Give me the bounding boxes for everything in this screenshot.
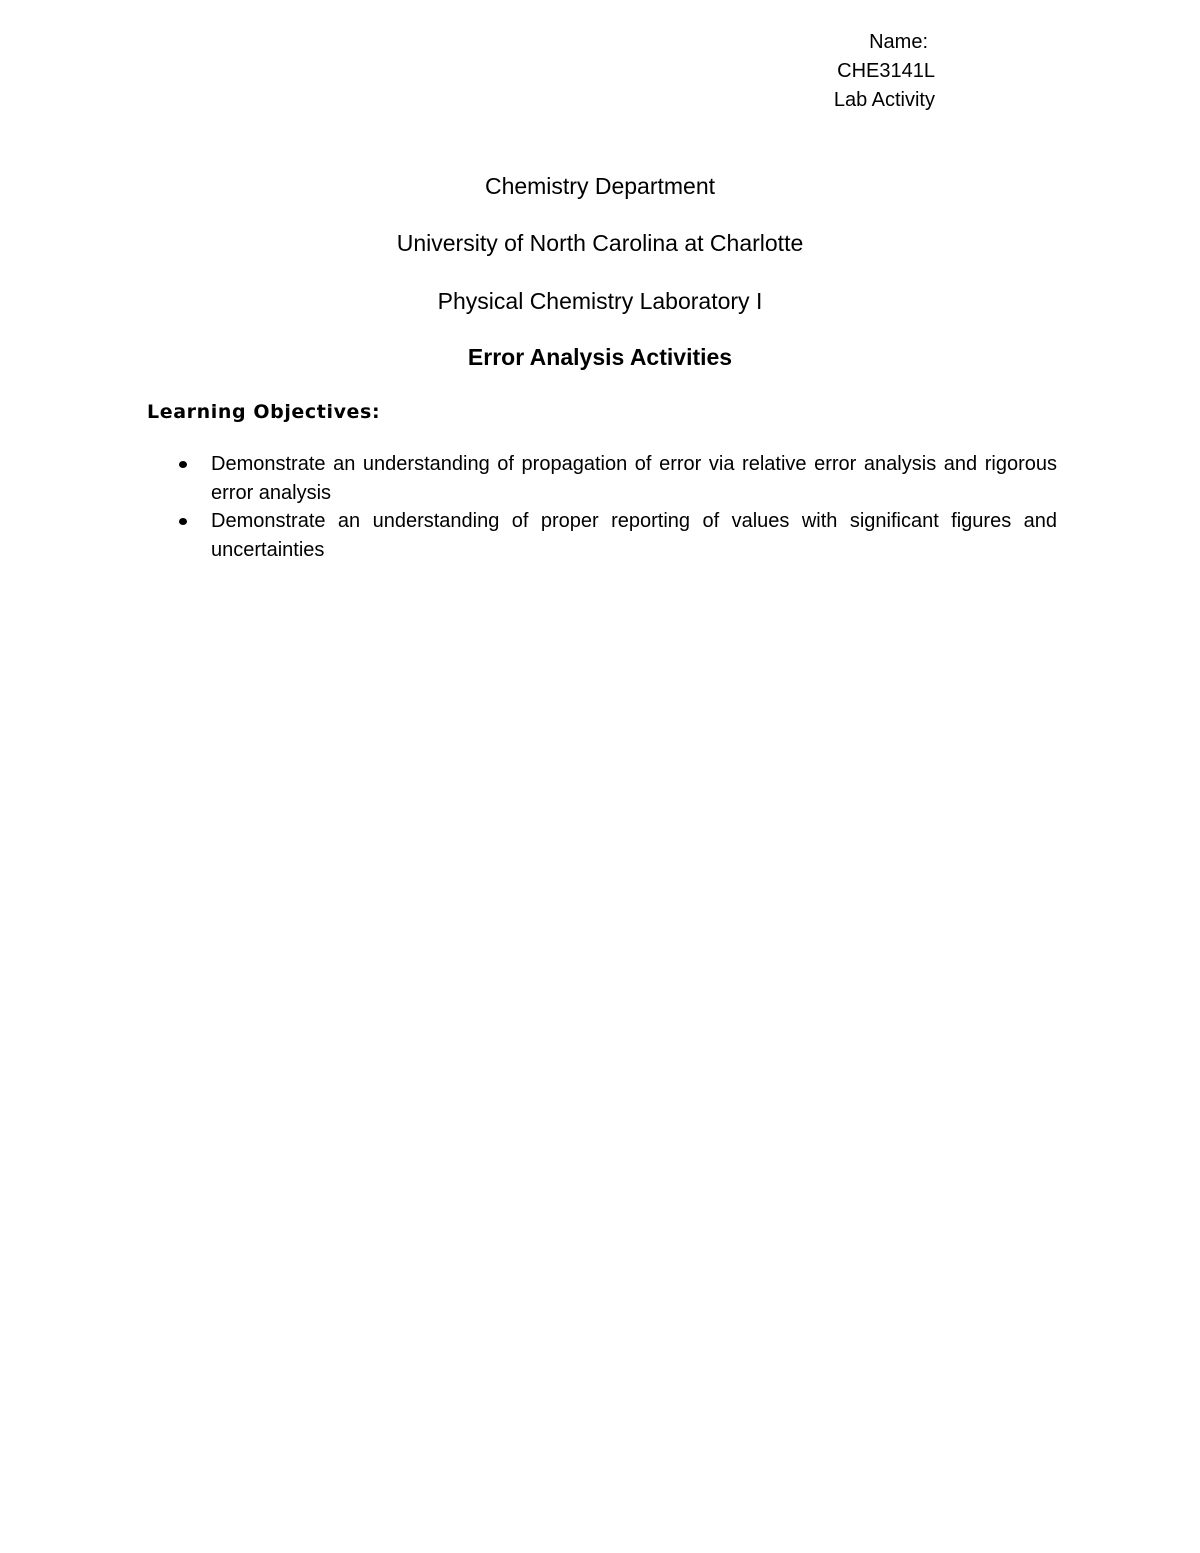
learning-objectives-heading: Learning Objectives: bbox=[147, 401, 381, 423]
bullet-icon bbox=[179, 518, 187, 525]
course-title: Physical Chemistry Laboratory I bbox=[437, 288, 763, 314]
course-code: CHE3141L bbox=[837, 60, 935, 82]
objective-text: Demonstrate an understanding of proper reporting of values with significant figures and uncertainties bbox=[211, 510, 1057, 561]
list-item bbox=[176, 450, 1057, 507]
learning-objectives-list bbox=[176, 450, 1057, 564]
header-block bbox=[735, 28, 935, 115]
activity-title: Error Analysis Activities bbox=[467, 344, 733, 370]
objective-text: Demonstrate an understanding of propagation of error via relative error analysis and rigorous error analysis bbox=[211, 453, 1057, 504]
university-title: University of North Carolina at Charlotte bbox=[396, 230, 804, 256]
department-title: Chemistry Department bbox=[484, 173, 716, 199]
activity-type: Lab Activity bbox=[833, 89, 935, 111]
bullet-icon bbox=[179, 461, 187, 468]
list-item bbox=[176, 507, 1057, 564]
name-label: Name: bbox=[869, 31, 928, 53]
